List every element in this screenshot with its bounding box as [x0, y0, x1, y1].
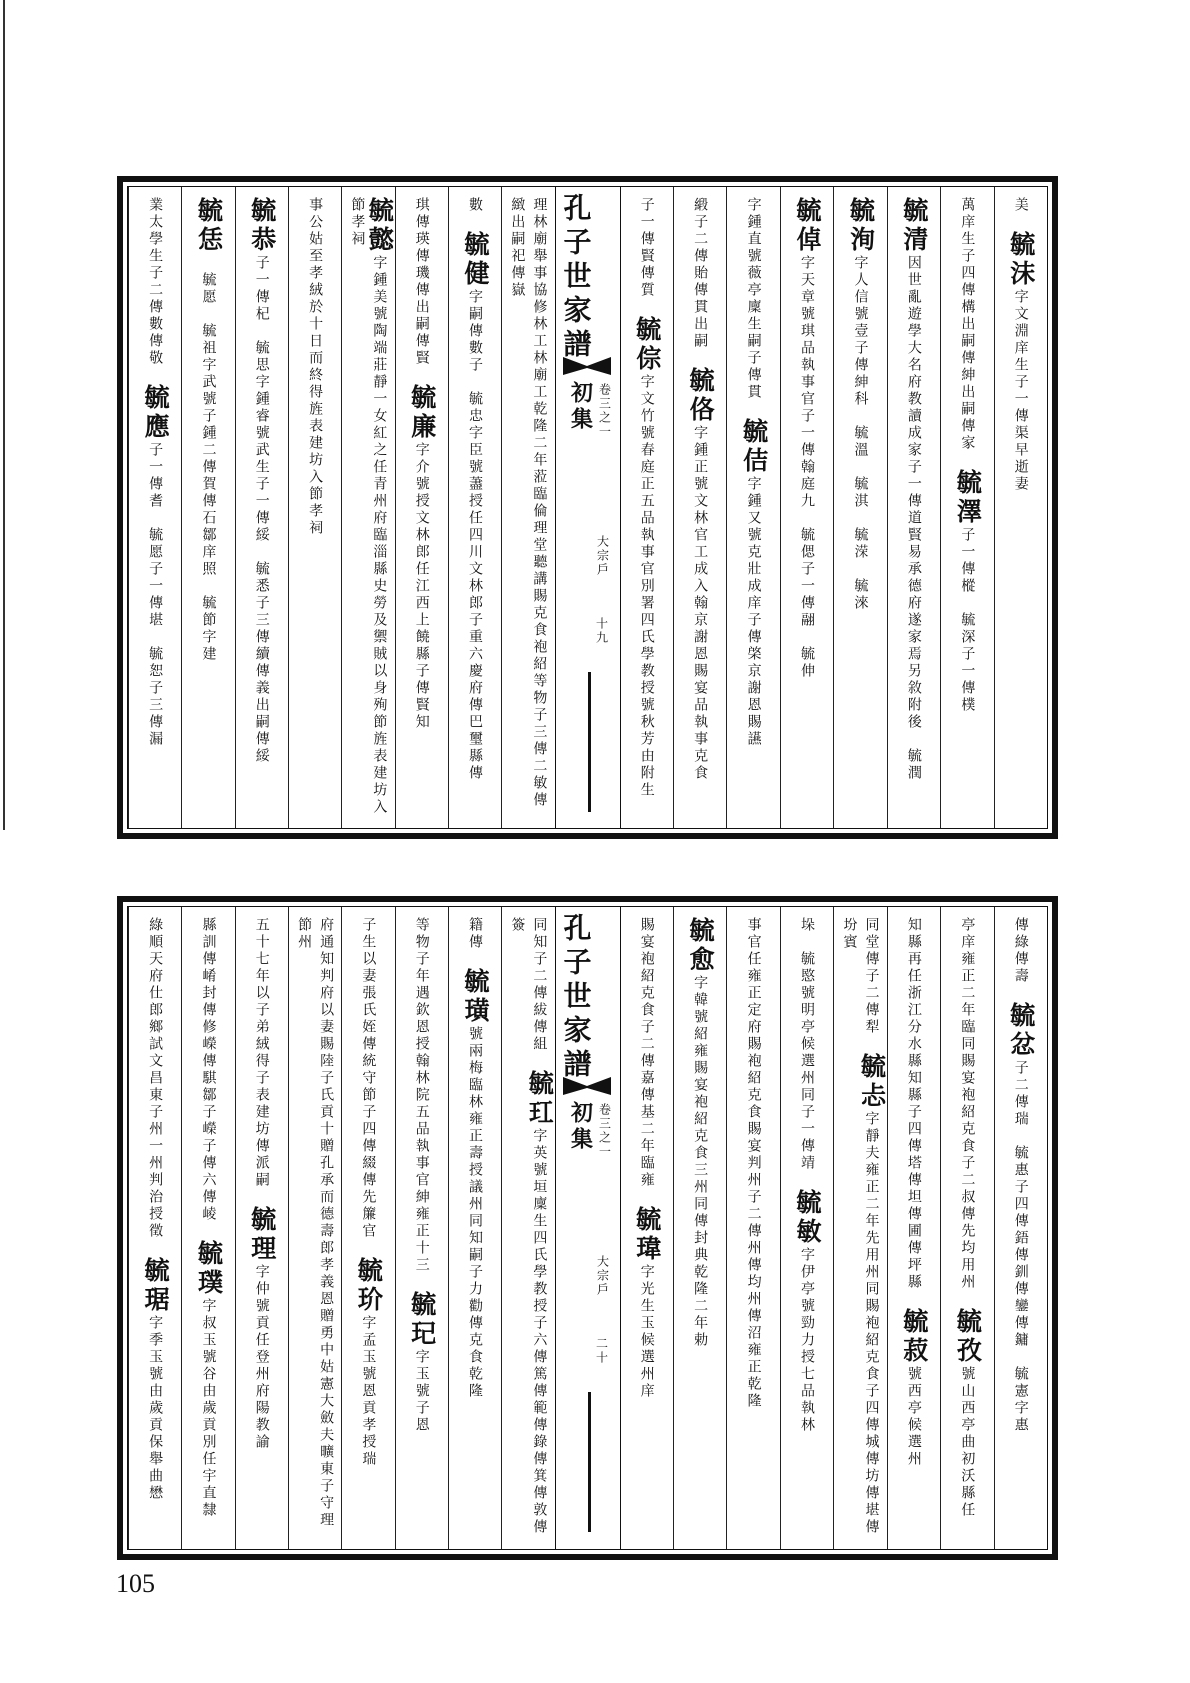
- genealogy-page-bottom: [117, 896, 1058, 1560]
- spine-volume: 卷三之一: [597, 1103, 612, 1159]
- text-column: 傳綠傳壽 毓忿子二傳瑞 毓惠子四傳鋙傳釧傳鑾傳鏞 毓憲字惠: [994, 907, 1047, 1549]
- text-column: 美 毓沫字文淵庠生子一傳渠早逝妻: [994, 187, 1047, 828]
- page-number: 105: [116, 1569, 155, 1598]
- left-half-top: [128, 187, 555, 828]
- text-column: 同堂傳子二傳犁 毓忐字靜夫雍正二年先用州同賜袍紹克食子四傳城傳坊傳堪傳坋賓: [833, 907, 886, 1549]
- person-name: 毓忐: [857, 1053, 887, 1111]
- person-name: 毓忿: [1006, 1002, 1036, 1060]
- person-name: 毓倬: [793, 197, 823, 255]
- person-name: 毓應: [141, 384, 171, 442]
- person-name: 毓佶: [739, 418, 769, 476]
- text-column: 籍傳 毓璜號兩梅臨林雍正壽授議州同知嗣子力勸傳克食乾隆: [448, 907, 501, 1549]
- spine-title: 孔子世家譜: [559, 193, 593, 363]
- spine-volume: 卷三之一: [597, 383, 612, 439]
- person-name: 毓菽: [899, 1308, 929, 1366]
- genealogy-page-top: [117, 176, 1058, 839]
- book-spine-top: [555, 187, 621, 828]
- person-name: 毓佫: [686, 367, 716, 425]
- spine-title: 孔子世家譜: [559, 913, 593, 1083]
- person-name: 毓愈: [686, 917, 716, 975]
- person-name: 毓玘: [407, 1291, 437, 1349]
- person-name: 毓沫: [1006, 231, 1036, 289]
- person-name: 毓璞: [194, 1240, 224, 1298]
- person-name: 毓健: [461, 231, 491, 289]
- spine-page-number: 二十: [594, 1337, 609, 1365]
- text-column: 萬庠生子四傳構出嗣傳紳出嗣傳家 毓澤子一傳樅 毓深子一傳樸: [940, 187, 993, 828]
- text-column: 縣訓傳崤封傳修嶸傳騏鄒子嶸子傳六傳崚 毓璞字叔玉號谷由歲貢別任宇直隸: [181, 907, 234, 1549]
- text-column: 府通知判府以妻賜陸子氏貢十贈孔承而德壽郎孝義恩贈勇中姑憲大斂夫曠東子守理節州: [288, 907, 341, 1549]
- text-column: 毓愈字韓號紹雍賜宴袍紹克食三州同傳封典乾隆二年勅: [673, 907, 726, 1549]
- book-spine-bottom: [555, 907, 621, 1549]
- text-column: 綠順天府仕郎鄉試文昌東子州一州判治授徵 毓琚字季玉號由歲貢保舉曲懋: [128, 907, 181, 1549]
- text-column: 業太學生子二傳數傳敬 毓應子一傳耆 毓愿子一傳堪 毓恕子三傳漏: [128, 187, 181, 828]
- text-column: 毓清因世亂遊學大名府教讀成家子一傳道賢易承德府遂家焉另敘附後 毓潤: [887, 187, 940, 828]
- text-column: 毓洵字人信號壹子傳紳科 毓溫 毓淇 毓溁 毓淶: [833, 187, 886, 828]
- right-half-top: [621, 187, 1048, 828]
- text-column: 毓懿字鍾美號陶端莊靜一女紅之任青州府臨淄縣史勞及禦賊以身殉節旌表建坊入節孝祠: [341, 187, 394, 828]
- scan-edge-line: [3, 0, 5, 830]
- spine-page-number: 十九: [594, 617, 609, 645]
- person-name: 毓敏: [793, 1189, 823, 1247]
- spine-subtitle: 初集: [567, 381, 594, 433]
- text-column: 五十七年以子弟絨得子表建坊傳派嗣 毓理字仲號貢任登州府陽教諭: [235, 907, 288, 1549]
- person-name: 毓玒: [525, 1070, 555, 1128]
- person-name: 毓孜: [953, 1308, 983, 1366]
- text-column: 數 毓健字嗣傳數子 毓忠字臣號藎授任四川文林郎子重六慶府傳巴璽縣傳: [448, 187, 501, 828]
- person-name: 毓廉: [407, 384, 437, 442]
- spine-bar: [588, 1392, 591, 1532]
- person-name: 毓玠: [354, 1257, 384, 1315]
- fish-tail-mark-icon: [561, 1075, 613, 1097]
- text-column: 同知子二傳紱傳組 毓玒字英號垣廩生四氏學教授子六傳篤傳範傳錄傳箕傳敦傳簽: [501, 907, 554, 1549]
- person-name: 毓瑋: [632, 1206, 662, 1264]
- text-column: 事官任雍正定府賜袍紹克食賜宴判州子二傳州傳均州傳沼雍正乾隆: [726, 907, 779, 1549]
- text-column: 字鍾直號薇亭廩生嗣子傳貫 毓佶字鍾又號克壯成庠子傳棨京謝恩賜讌: [726, 187, 779, 828]
- text-column: 賜宴袍紹克食子二傳嘉傳基二年臨雍 毓瑋字光生玉候選州庠: [632, 917, 662, 1400]
- fish-tail-mark-icon: [561, 355, 613, 377]
- person-name: 毓琚: [141, 1257, 171, 1315]
- person-name: 毓洵: [846, 197, 876, 255]
- text-column: 子一傳賢傳質 毓倧字文竹號春庭正五品執事官別署四氏學教授號秋芳由附生: [632, 197, 662, 799]
- spine-bar: [588, 672, 591, 812]
- text-column: 等物子年遇欽恩授翰林院五品執事官紳雍正十三 毓玘字玉號子恩: [395, 907, 448, 1549]
- text-column: 亭庠雍正二年臨同賜宴袍紹克食子二叔傳先均用州 毓孜號山西亭曲初沃縣任: [940, 907, 993, 1549]
- person-name: 毓理: [247, 1206, 277, 1264]
- text-column: 理林廟舉事協修林工林廟工乾隆二年蒞臨倫理堂聽講賜克食袍紹等物子三傳二敏傳緻出嗣祀傳嶽: [501, 187, 554, 828]
- text-column: 垛 毓愍號明亭候選州同子一傳靖 毓敏字伊亭號勁力授七品執林: [780, 907, 833, 1549]
- person-name: 毓澤: [953, 469, 983, 527]
- text-column: 琪傳瑛傳璣傳出嗣傳賢 毓廉字介號授文林郎任江西上饒縣子傳賢知: [395, 187, 448, 828]
- text-column: 緞子二傳貽傳貫出嗣 毓佫字鍾正號文林官工成入翰京謝恩賜宴品執事克食: [673, 187, 726, 828]
- right-half-bottom: [621, 907, 1048, 1549]
- person-name: 毓恭: [247, 197, 277, 255]
- text-column: 子生以妻張氏姪傳統守節子四傳綴傳先簾官 毓玠字孟玉號恩貢孝授瑞: [341, 907, 394, 1549]
- text-column: 毓倬字天章號琪品執事官子一傳翰庭九 毓偲子一傳翮 毓伸: [780, 187, 833, 828]
- page-frame-bottom: [127, 906, 1048, 1550]
- spine-branch: 大宗戶: [595, 535, 610, 577]
- person-name: 毓懿: [365, 197, 395, 255]
- text-column: 毓恁 毓愿 毓祖字武號子鍾二傳賀傳石鄒庠照 毓節字建: [181, 187, 234, 828]
- left-half-bottom: [128, 907, 555, 1549]
- person-name: 毓恁: [194, 197, 224, 255]
- text-column: 事公姑至孝絨於十日而終得旌表建坊入節孝祠: [288, 187, 341, 828]
- text-column: 知縣再任浙江分水縣知縣子四傳塔傳坦傳圃傳坪縣 毓菽號西亭候選州: [887, 907, 940, 1549]
- page-frame-top: [127, 186, 1048, 829]
- person-name: 毓璜: [461, 968, 491, 1026]
- text-column: 毓恭子一傳杞 毓思字鍾睿號武生子一傳綏 毓悉子三傳續傳義出嗣傳綏: [235, 187, 288, 828]
- person-name: 毓清: [899, 197, 929, 255]
- spine-subtitle: 初集: [567, 1101, 594, 1153]
- spine-branch: 大宗戶: [595, 1255, 610, 1297]
- person-name: 毓倧: [632, 316, 662, 374]
